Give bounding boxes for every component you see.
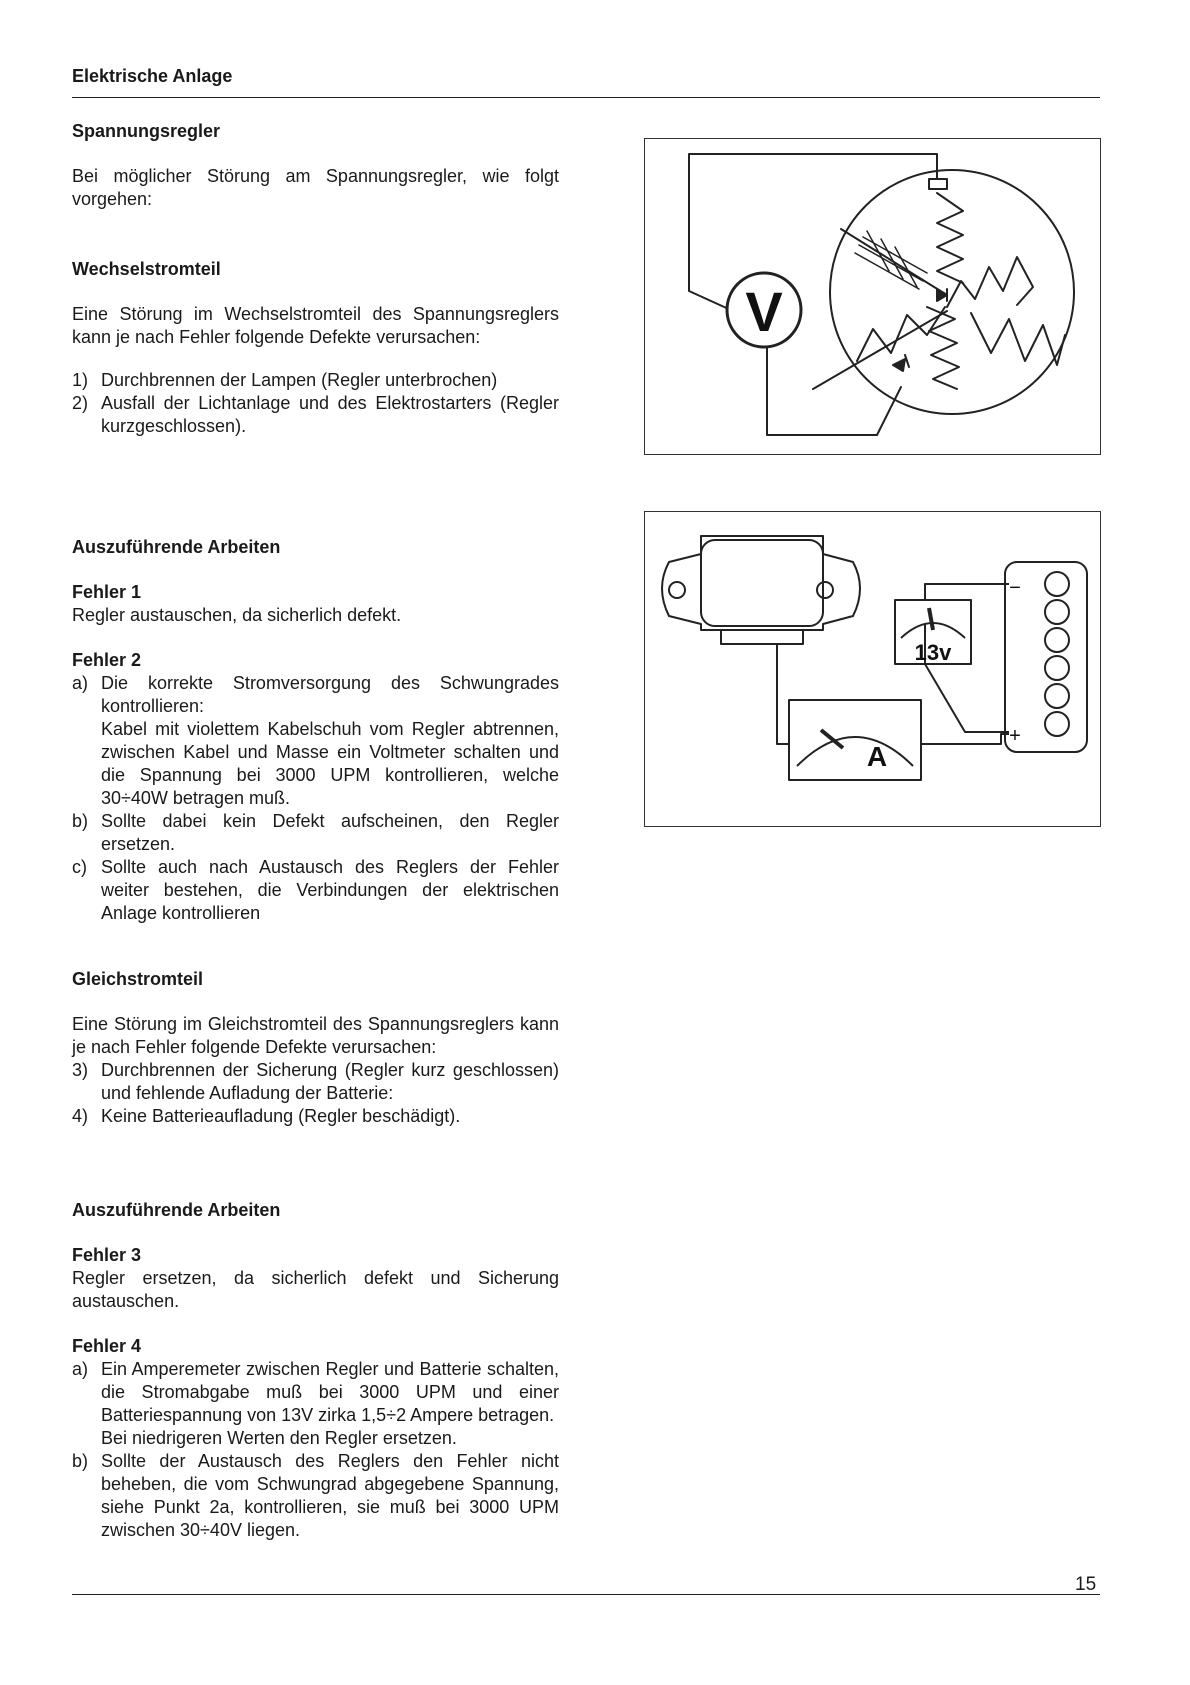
wire-top	[689, 154, 937, 311]
section-title: Auszuführende Arbeiten	[72, 537, 281, 557]
list-marker: b)	[72, 1451, 89, 1471]
battery-cell	[1045, 656, 1069, 680]
fehler-4-title: Fehler 4	[72, 1336, 142, 1356]
section-title: Spannungsregler	[72, 121, 221, 141]
stator-circle	[830, 170, 1074, 414]
fehler-3-title: Fehler 3	[72, 1245, 142, 1265]
mount-hole-right	[817, 582, 833, 598]
list-item	[72, 856, 559, 925]
list-text: Durchbrennen der Lampen (Regler unterbrochen)	[101, 370, 498, 390]
wire-ammeter-battery	[921, 734, 1009, 744]
voltmeter-letter: V	[745, 280, 783, 343]
ammeter-scale	[797, 737, 913, 766]
list-item	[72, 810, 559, 856]
list-extra: Kabel mit violettem Kabelschuh vom Regler abtrennen, zwischen Kabel und Masse ein Voltmeter schalten und die Spannung bei 3000 UPM kontrollieren, welche 30÷40W betragen muß.	[101, 719, 559, 808]
small-diode	[893, 355, 909, 371]
list-extra: Bei niedrigeren Werten den Regler ersetzen.	[101, 1428, 457, 1448]
list-text: Sollte auch nach Austausch des Reglers der Fehler weiter bestehen, die Verbindungen der elektrischen Anlage kontrollieren	[101, 857, 559, 923]
list-text: Sollte der Austausch des Reglers den Fehler nicht beheben, die vom Schwungrad abgegebene Spannung, siehe Punkt 2a, kontrollieren, sie muß bei 3000 UPM zwischen 30÷40V liegen.	[101, 1451, 559, 1540]
battery-cell	[1045, 684, 1069, 708]
fehler-2-list	[72, 672, 559, 925]
list-marker: 1)	[72, 370, 89, 390]
list-item	[72, 369, 559, 392]
list-text: Ein Amperemeter zwischen Regler und Batterie schalten, die Stromabgabe muß bei 3000 UPM und einer Batteriespannung von 13V zirka 1,5÷2 Ampere betragen.	[101, 1359, 559, 1425]
list-item	[72, 672, 559, 810]
fehler-3-text: Regler ersetzen, da sicherlich defekt und Sicherung austauschen.	[72, 1268, 559, 1311]
header-divider	[72, 97, 1100, 98]
coil-right-upper	[947, 257, 1033, 307]
list-text: Keine Batterieaufladung (Regler beschädigt).	[101, 1106, 461, 1126]
fehler-4-list	[72, 1358, 559, 1542]
ammeter-letter: A	[866, 741, 888, 772]
fehler-1-title: Fehler 1	[72, 582, 142, 602]
list-marker: c)	[72, 857, 87, 877]
ammeter-box	[789, 700, 921, 780]
coil-upper	[937, 193, 963, 283]
page-number: 15	[1075, 1574, 1097, 1595]
voltmeter-diagram-svg	[645, 139, 1099, 453]
defect-list	[72, 369, 559, 438]
voltage-label: 13v	[914, 640, 952, 665]
list-text: Die korrekte Stromversorgung des Schwungrades kontrollieren:	[101, 673, 559, 716]
list-marker: 4)	[72, 1106, 89, 1126]
fehler-1-text: Regler austauschen, da sicherlich defekt.	[72, 605, 402, 625]
ammeter-diagram-svg	[645, 512, 1099, 825]
list-text: Ausfall der Lichtanlage und des Elektrostarters (Regler kurzgeschlossen).	[101, 393, 559, 436]
wire-voltmeter-minus	[925, 584, 1009, 600]
footer-divider	[72, 1594, 1100, 1595]
battery-cell	[1045, 712, 1069, 736]
list-marker: a)	[72, 673, 89, 693]
section-arbeiten-1	[72, 536, 559, 925]
section-intro: Eine Störung im Gleichstromteil des Spannungsreglers kann je nach Fehler folgende Defekte verursachen:	[72, 1014, 559, 1057]
battery-plus-label: +	[1009, 725, 1021, 747]
coil-right-lower	[971, 313, 1065, 365]
regulator-inner	[701, 540, 823, 626]
section-gleichstromteil	[72, 968, 559, 1128]
section-wechselstromteil	[72, 258, 559, 438]
ammeter-diagram	[644, 511, 1101, 827]
list-marker: b)	[72, 811, 89, 831]
fehler-2-title: Fehler 2	[72, 650, 142, 670]
section-spannungsregler	[72, 120, 559, 211]
list-item	[72, 1059, 559, 1105]
section-title: Wechselstromteil	[72, 259, 221, 279]
regulator-connector	[721, 630, 803, 644]
section-title: Auszuführende Arbeiten	[72, 1200, 281, 1220]
section-title: Gleichstromteil	[72, 969, 204, 989]
list-item	[72, 1358, 559, 1450]
voltmeter-needle	[929, 608, 933, 630]
battery-cell	[1045, 600, 1069, 624]
list-marker: 2)	[72, 393, 89, 413]
voltmeter-diagram	[644, 138, 1101, 455]
battery-minus-label: −	[1009, 577, 1021, 599]
battery-cell	[1045, 572, 1069, 596]
terminal-top	[929, 179, 947, 189]
list-item	[72, 1105, 559, 1128]
list-item	[72, 392, 559, 438]
list-marker: 3)	[72, 1060, 89, 1080]
list-text: Durchbrennen der Sicherung (Regler kurz geschlossen) und fehlende Aufladung der Batterie:	[101, 1060, 559, 1103]
defect-list	[72, 1059, 559, 1128]
list-text: Sollte dabei kein Defekt aufscheinen, den Regler ersetzen.	[101, 811, 559, 854]
wire-regulator-ammeter	[777, 644, 789, 744]
page-header-title: Elektrische Anlage	[72, 66, 233, 86]
mount-hole-left	[669, 582, 685, 598]
list-item	[72, 1450, 559, 1542]
section-intro: Bei möglicher Störung am Spannungsregler, wie folgt vorgehen:	[72, 166, 559, 209]
section-arbeiten-2	[72, 1199, 559, 1542]
list-marker: a)	[72, 1359, 89, 1379]
coil-left	[857, 307, 945, 361]
battery-cell	[1045, 628, 1069, 652]
section-intro: Eine Störung im Wechselstromteil des Spannungsreglers kann je nach Fehler folgende Defekte verursachen:	[72, 304, 559, 347]
